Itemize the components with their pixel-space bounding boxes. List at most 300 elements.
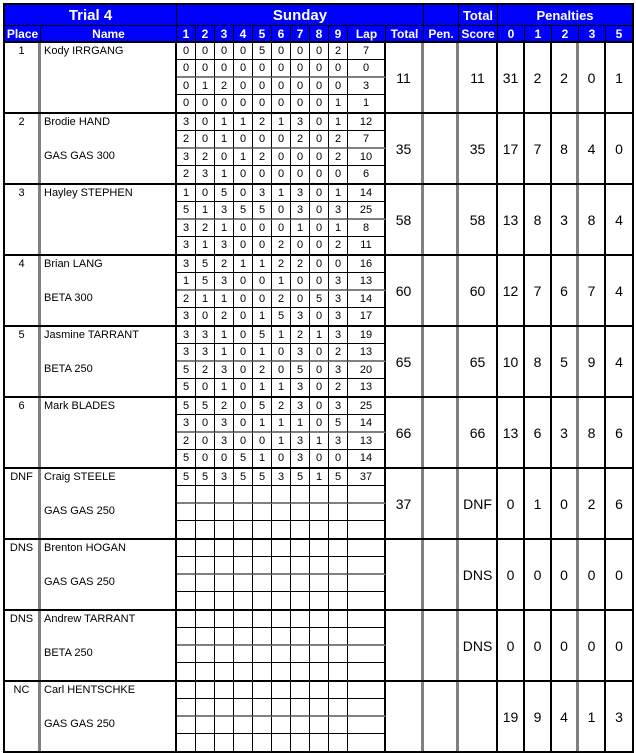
- section-score-cell: 0: [196, 185, 215, 202]
- rider-name: Mark BLADES: [44, 400, 115, 412]
- section-score-cell: 1: [215, 291, 234, 308]
- place-cell: 3: [5, 185, 41, 254]
- lap-total-cell: 13: [348, 344, 386, 361]
- section-score-cell: [253, 682, 272, 699]
- section-score-cell: [329, 486, 348, 503]
- section-score-cell: 0: [196, 60, 215, 77]
- section-score-cell: 1: [196, 291, 215, 308]
- section-score-cell: [272, 682, 291, 699]
- rider-name: Brodie HAND: [44, 116, 111, 128]
- section-score-cell: 0: [310, 114, 329, 131]
- section-score-cell: 5: [234, 469, 253, 486]
- pen-cell: [424, 682, 459, 751]
- section-score-cell: 0: [234, 415, 253, 432]
- section-score-cell: [329, 734, 348, 751]
- penalty-count-cell: 10: [498, 327, 525, 396]
- section-score-cell: 3: [177, 149, 196, 166]
- lap-total-cell: [348, 521, 386, 538]
- section-score-cell: 3: [177, 220, 196, 237]
- place-cell: 1: [5, 43, 41, 112]
- name-cell: [41, 611, 177, 680]
- penalty-count-cell: 0: [552, 540, 579, 609]
- penalty-count-cell: 5: [552, 327, 579, 396]
- section-score-cell: 1: [234, 256, 253, 273]
- lap-total-cell: [348, 682, 386, 699]
- section-score-cell: 3: [291, 433, 310, 450]
- lap-total-cell: 8: [348, 220, 386, 237]
- section-score-cell: [215, 663, 234, 680]
- section-score-cell: [272, 663, 291, 680]
- section-score-cell: 0: [272, 95, 291, 112]
- header-penalty-2: 2: [552, 26, 579, 43]
- rider-row: [5, 398, 632, 469]
- section-score-cell: 0: [310, 398, 329, 415]
- section-score-cell: 2: [329, 379, 348, 396]
- section-score-cell: 0: [272, 450, 291, 467]
- section-score-cell: 0: [291, 43, 310, 60]
- section-score-cell: 0: [196, 379, 215, 396]
- header-total: Total: [386, 26, 424, 43]
- section-score-cell: 3: [291, 114, 310, 131]
- section-score-cell: 0: [215, 60, 234, 77]
- section-score-cell: 1: [272, 327, 291, 344]
- section-score-cell: 1: [272, 379, 291, 396]
- lap-total-cell: 20: [348, 362, 386, 379]
- section-score-cell: 3: [291, 202, 310, 219]
- bike-name: GAS GAS 250: [44, 718, 115, 730]
- penalty-count-cell: 0: [615, 566, 623, 583]
- day-total-cell: [386, 611, 424, 680]
- section-score-cell: 5: [177, 450, 196, 467]
- penalty-count-cell: 0: [579, 540, 606, 609]
- section-score-cell: 0: [310, 379, 329, 396]
- lap-total-cell: 10: [348, 149, 386, 166]
- section-score-cell: 2: [253, 114, 272, 131]
- section-score-cell: 0: [291, 149, 310, 166]
- rider-row: [5, 540, 632, 611]
- penalty-count-cell: 4: [579, 114, 606, 183]
- penalty-count-cell: 0: [498, 611, 525, 680]
- bike-name: BETA 250: [44, 647, 93, 659]
- section-score-cell: 1: [177, 273, 196, 290]
- section-score-cell: 5: [177, 362, 196, 379]
- section-score-cell: [253, 646, 272, 663]
- pen-cell: [424, 114, 459, 183]
- section-score-cell: [329, 592, 348, 609]
- section-score-cell: [234, 486, 253, 503]
- section-score-cell: [215, 521, 234, 538]
- section-score-cell: 0: [234, 166, 253, 183]
- header-total-top: Total: [459, 5, 498, 26]
- pen-cell: [424, 256, 459, 325]
- section-score-cell: [196, 486, 215, 503]
- section-score-cell: 3: [215, 362, 234, 379]
- section-score-cell: [253, 628, 272, 645]
- section-score-cell: 5: [234, 202, 253, 219]
- section-score-cell: [234, 540, 253, 557]
- section-score-cell: 0: [234, 95, 253, 112]
- section-score-cell: 2: [177, 433, 196, 450]
- section-score-cell: [310, 734, 329, 751]
- header-section-2: 2: [196, 26, 215, 43]
- section-score-cell: [196, 504, 215, 521]
- header-penalty-3: 3: [579, 26, 606, 43]
- rider-name: Hayley STEPHEN: [44, 187, 133, 199]
- penalty-count-cell: 0: [579, 611, 606, 680]
- section-score-cell: [215, 646, 234, 663]
- section-score-cell: 5: [177, 469, 196, 486]
- section-score-cell: 0: [253, 60, 272, 77]
- section-score-cell: [196, 611, 215, 628]
- header-name: Name: [41, 26, 177, 43]
- section-score-cell: [253, 575, 272, 592]
- section-score-cell: [234, 521, 253, 538]
- section-score-cell: 3: [272, 469, 291, 486]
- lap-total-cell: 11: [348, 237, 386, 254]
- rider-name: Craig STEELE: [44, 471, 116, 483]
- lap-total-cell: 0: [348, 60, 386, 77]
- header-pen: Pen.: [424, 26, 459, 43]
- section-score-cell: 1: [253, 308, 272, 325]
- penalty-count-cell: 8: [552, 114, 579, 183]
- section-score-cell: 1: [234, 114, 253, 131]
- section-score-cell: 2: [253, 149, 272, 166]
- section-score-cell: 0: [310, 202, 329, 219]
- name-cell: [41, 256, 177, 325]
- section-score-cell: 3: [329, 291, 348, 308]
- section-score-cell: [234, 646, 253, 663]
- section-score-cell: 3: [329, 433, 348, 450]
- total-score-cell: DNS: [459, 540, 498, 609]
- lap-total-cell: [348, 540, 386, 557]
- section-score-cell: 5: [253, 327, 272, 344]
- section-score-cell: 3: [215, 433, 234, 450]
- section-score-cell: 3: [291, 398, 310, 415]
- header-penalty-5: 5: [606, 26, 632, 43]
- section-score-cell: 1: [310, 433, 329, 450]
- section-score-cell: 3: [215, 237, 234, 254]
- section-score-cell: 0: [310, 362, 329, 379]
- section-score-cell: [272, 592, 291, 609]
- section-score-cell: 5: [196, 398, 215, 415]
- header-section-6: 6: [272, 26, 291, 43]
- results-body: [5, 43, 632, 751]
- section-score-cell: 0: [253, 166, 272, 183]
- penalty-count-cell: 8: [525, 327, 552, 396]
- section-score-cell: 3: [291, 379, 310, 396]
- section-score-cell: 1: [329, 114, 348, 131]
- trial-title: Trial 4: [5, 5, 177, 26]
- bike-name: BETA 250: [44, 363, 93, 375]
- section-score-cell: [177, 540, 196, 557]
- section-score-cell: [177, 611, 196, 628]
- penalty-count-cell: 0: [579, 43, 606, 112]
- section-score-cell: [310, 521, 329, 538]
- lap-total-cell: [348, 611, 386, 628]
- day-total-cell: 11: [386, 43, 424, 112]
- penalty-count-cell: 3: [552, 185, 579, 254]
- penalty-count-cell: 0: [552, 469, 579, 538]
- section-score-cell: 1: [272, 415, 291, 432]
- section-score-cell: [215, 628, 234, 645]
- section-score-cell: 1: [215, 327, 234, 344]
- bike-name: GAS GAS 250: [44, 505, 115, 517]
- section-score-cell: [177, 521, 196, 538]
- section-score-cell: [215, 540, 234, 557]
- bike-name: GAS GAS 300: [44, 150, 115, 162]
- section-score-cell: 3: [196, 327, 215, 344]
- total-score-cell: DNF: [459, 469, 498, 538]
- section-score-cell: [329, 557, 348, 574]
- penalty-count-cell: 3: [615, 708, 623, 725]
- section-score-cell: 5: [196, 273, 215, 290]
- section-score-cell: [329, 628, 348, 645]
- total-score-cell: DNS: [459, 611, 498, 680]
- section-score-cell: [329, 611, 348, 628]
- lap-total-cell: [348, 575, 386, 592]
- section-score-cell: 0: [234, 185, 253, 202]
- section-score-cell: 5: [177, 398, 196, 415]
- section-score-cell: 0: [272, 149, 291, 166]
- section-score-cell: 2: [329, 131, 348, 148]
- section-score-cell: 0: [310, 308, 329, 325]
- section-score-cell: 0: [234, 398, 253, 415]
- pen-cell: [424, 611, 459, 680]
- section-score-cell: 0: [329, 256, 348, 273]
- section-score-cell: [177, 699, 196, 716]
- section-score-cell: [196, 575, 215, 592]
- pen-cell: [424, 540, 459, 609]
- section-score-cell: 0: [234, 60, 253, 77]
- section-score-cell: [234, 628, 253, 645]
- section-score-cell: [310, 557, 329, 574]
- lap-total-cell: 7: [348, 131, 386, 148]
- section-score-cell: 0: [310, 273, 329, 290]
- section-score-cell: [272, 486, 291, 503]
- lap-total-cell: 14: [348, 291, 386, 308]
- day-total-cell: 37: [386, 469, 424, 538]
- penalty-count-cell: 1: [525, 469, 552, 538]
- day-total-cell: 35: [386, 114, 424, 183]
- section-score-cell: [329, 504, 348, 521]
- header-place: Place: [5, 26, 41, 43]
- section-score-cell: 1: [253, 344, 272, 361]
- penalty-count-cell: 6: [552, 256, 579, 325]
- section-score-cell: 1: [310, 327, 329, 344]
- section-score-cell: [215, 504, 234, 521]
- rider-name: Brenton HOGAN: [44, 542, 126, 554]
- section-score-cell: 0: [196, 433, 215, 450]
- section-score-cell: 5: [196, 469, 215, 486]
- total-score-cell: 35: [459, 114, 498, 183]
- section-score-cell: [253, 592, 272, 609]
- section-score-cell: [177, 663, 196, 680]
- section-score-cell: [329, 717, 348, 734]
- section-score-cell: 1: [272, 433, 291, 450]
- section-score-cell: 0: [215, 149, 234, 166]
- section-score-cell: 0: [291, 78, 310, 95]
- section-score-cell: 1: [253, 256, 272, 273]
- section-score-cell: [310, 717, 329, 734]
- section-score-cell: [234, 663, 253, 680]
- day-title: Sunday: [177, 5, 424, 26]
- total-score-cell: 11: [459, 43, 498, 112]
- lap-total-cell: [348, 486, 386, 503]
- section-score-cell: 0: [234, 362, 253, 379]
- section-score-cell: 0: [234, 327, 253, 344]
- section-score-cell: 3: [215, 415, 234, 432]
- section-score-cell: 0: [253, 433, 272, 450]
- lap-total-cell: 14: [348, 185, 386, 202]
- section-score-cell: 3: [215, 469, 234, 486]
- section-score-cell: [272, 504, 291, 521]
- name-cell: [41, 540, 177, 609]
- section-score-cell: [253, 734, 272, 751]
- section-score-cell: 2: [329, 43, 348, 60]
- section-score-cell: [272, 734, 291, 751]
- bike-name: GAS GAS 250: [44, 576, 115, 588]
- header-section-3: 3: [215, 26, 234, 43]
- penalty-count-cell: 3: [552, 398, 579, 467]
- section-score-cell: [234, 717, 253, 734]
- section-score-cell: 2: [291, 131, 310, 148]
- rider-row: [5, 256, 632, 327]
- section-score-cell: [329, 540, 348, 557]
- section-score-cell: 1: [215, 344, 234, 361]
- lap-total-cell: 6: [348, 166, 386, 183]
- section-score-cell: [291, 682, 310, 699]
- section-score-cell: [177, 504, 196, 521]
- section-score-cell: [272, 628, 291, 645]
- lap-total-cell: 13: [348, 379, 386, 396]
- header-section-5: 5: [253, 26, 272, 43]
- section-score-cell: 2: [272, 398, 291, 415]
- section-score-cell: [196, 521, 215, 538]
- penalty-count-cell: 19: [498, 682, 525, 751]
- day-total-cell: 60: [386, 256, 424, 325]
- section-score-cell: [310, 699, 329, 716]
- section-score-cell: [272, 699, 291, 716]
- section-score-cell: 0: [310, 237, 329, 254]
- section-score-cell: [291, 663, 310, 680]
- section-score-cell: [310, 646, 329, 663]
- section-score-cell: 0: [196, 450, 215, 467]
- section-score-cell: 0: [177, 78, 196, 95]
- header-blank-cell: [424, 5, 459, 26]
- section-score-cell: 0: [291, 237, 310, 254]
- total-score-cell: 65: [459, 327, 498, 396]
- lap-total-cell: 37: [348, 469, 386, 486]
- section-score-cell: 0: [272, 78, 291, 95]
- section-score-cell: [196, 699, 215, 716]
- section-score-cell: 5: [253, 43, 272, 60]
- section-score-cell: [177, 592, 196, 609]
- section-score-cell: [196, 663, 215, 680]
- section-score-cell: 2: [329, 344, 348, 361]
- day-total-cell: [386, 540, 424, 609]
- section-score-cell: 0: [196, 95, 215, 112]
- place-cell: 6: [5, 398, 41, 467]
- section-score-cell: 1: [272, 185, 291, 202]
- results-sheet: [3, 3, 634, 753]
- section-score-cell: [272, 575, 291, 592]
- section-score-cell: 3: [177, 114, 196, 131]
- section-score-cell: [215, 682, 234, 699]
- section-score-cell: 5: [291, 362, 310, 379]
- section-score-cell: 0: [253, 131, 272, 148]
- section-score-cell: 0: [291, 273, 310, 290]
- section-score-cell: [196, 682, 215, 699]
- section-score-cell: [253, 611, 272, 628]
- section-score-cell: [291, 646, 310, 663]
- section-score-cell: 3: [177, 256, 196, 273]
- rider-name: Jasmine TARRANT: [44, 329, 139, 341]
- section-score-cell: [329, 682, 348, 699]
- section-score-cell: [291, 540, 310, 557]
- section-score-cell: 0: [310, 450, 329, 467]
- header-penalty-0: 0: [498, 26, 525, 43]
- section-score-cell: 0: [253, 291, 272, 308]
- section-score-cell: 0: [272, 60, 291, 77]
- section-score-cell: [234, 611, 253, 628]
- section-score-cell: 0: [310, 415, 329, 432]
- section-score-cell: [291, 504, 310, 521]
- rider-row: [5, 114, 632, 185]
- section-score-cell: [310, 611, 329, 628]
- pen-cell: [424, 43, 459, 112]
- lap-total-cell: [348, 557, 386, 574]
- section-score-cell: [196, 628, 215, 645]
- penalty-count-cell: 9: [579, 327, 606, 396]
- section-score-cell: [253, 699, 272, 716]
- total-score-cell: 66: [459, 398, 498, 467]
- place-cell: DNS: [5, 611, 41, 680]
- section-score-cell: [177, 557, 196, 574]
- section-score-cell: 0: [196, 415, 215, 432]
- section-score-cell: [310, 682, 329, 699]
- section-score-cell: 0: [234, 131, 253, 148]
- section-score-cell: 2: [291, 256, 310, 273]
- section-score-cell: 5: [329, 469, 348, 486]
- section-score-cell: [291, 557, 310, 574]
- section-score-cell: 0: [253, 220, 272, 237]
- section-score-cell: 2: [196, 362, 215, 379]
- section-score-cell: [291, 717, 310, 734]
- pen-cell: [424, 327, 459, 396]
- section-score-cell: 5: [272, 308, 291, 325]
- section-score-cell: 2: [291, 327, 310, 344]
- section-score-cell: 0: [234, 433, 253, 450]
- section-score-cell: 3: [291, 185, 310, 202]
- section-score-cell: 2: [215, 256, 234, 273]
- section-score-cell: [291, 521, 310, 538]
- section-score-cell: [234, 699, 253, 716]
- lap-total-cell: 25: [348, 398, 386, 415]
- section-score-cell: 0: [234, 308, 253, 325]
- penalty-count-cell: 6: [615, 424, 623, 441]
- section-score-cell: 3: [291, 344, 310, 361]
- section-score-cell: [310, 575, 329, 592]
- section-score-cell: 0: [234, 237, 253, 254]
- lap-total-cell: [348, 628, 386, 645]
- section-score-cell: [291, 592, 310, 609]
- penalty-count-cell: 8: [525, 185, 552, 254]
- section-score-cell: [215, 734, 234, 751]
- section-score-cell: 1: [291, 220, 310, 237]
- section-score-cell: 0: [234, 291, 253, 308]
- section-score-cell: [253, 504, 272, 521]
- section-score-cell: 3: [253, 185, 272, 202]
